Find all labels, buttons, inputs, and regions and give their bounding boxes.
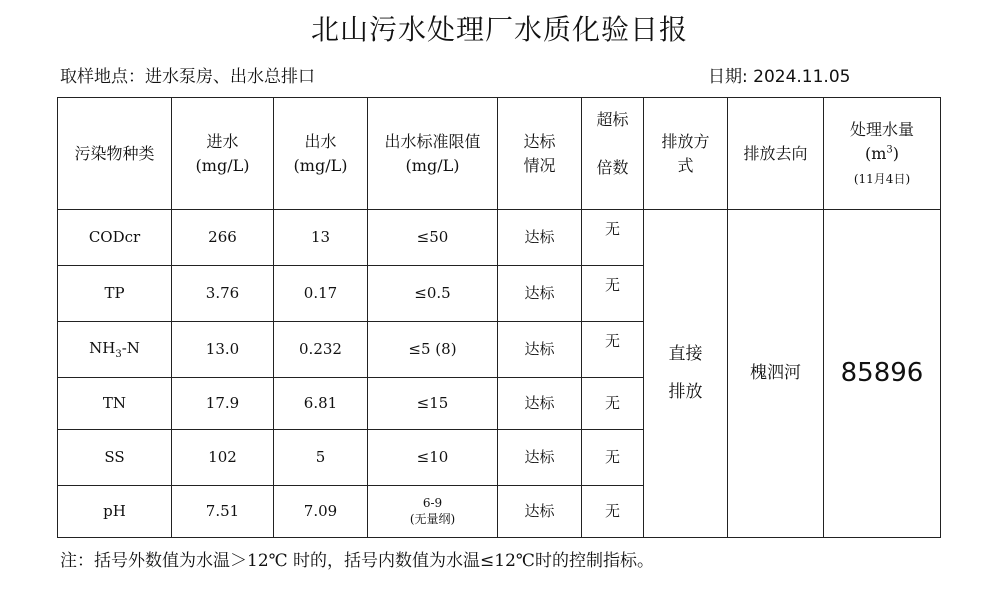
- header-row: [58, 98, 941, 210]
- pollutant-name: TN: [58, 378, 172, 430]
- header-pollutant: 污染物种类: [58, 98, 172, 210]
- limit-value: 6-9 (无量纲): [368, 486, 498, 538]
- treated-volume: 85896: [824, 210, 941, 538]
- status-value: 达标: [498, 210, 582, 266]
- outflow-value: 6.81: [274, 378, 368, 430]
- exceed-value: 无: [582, 378, 644, 430]
- limit-value: ≤15: [368, 378, 498, 430]
- table-row: [58, 210, 941, 266]
- inflow-value: 266: [172, 210, 274, 266]
- limit-value: ≤0.5: [368, 266, 498, 322]
- outflow-value: 13: [274, 210, 368, 266]
- status-value: 达标: [498, 486, 582, 538]
- status-value: 达标: [498, 266, 582, 322]
- header-limit: 出水标准限值 (mg/L): [368, 98, 498, 210]
- discharge-method: 直接 排放: [644, 210, 728, 538]
- exceed-value: 无: [582, 322, 644, 378]
- header-inflow: 进水 (mg/L): [172, 98, 274, 210]
- header-outflow: 出水 (mg/L): [274, 98, 368, 210]
- status-value: 达标: [498, 378, 582, 430]
- exceed-value: 无: [582, 266, 644, 322]
- header-discharge-dest: 排放去向: [728, 98, 824, 210]
- pollutant-name: $NH_3-N$: [58, 322, 172, 378]
- header-exceed: 超标 倍数: [582, 98, 644, 210]
- discharge-destination: 槐泗河: [728, 210, 824, 538]
- header-status: 达标 情况: [498, 98, 582, 210]
- exceed-value: 无: [582, 486, 644, 538]
- footnote: 注：括号外数值为水温＞12℃ 时的，括号内数值为水温≤12℃时的控制指标。: [60, 551, 654, 571]
- pollutant-name: TP: [58, 266, 172, 322]
- limit-value: ≤5 (8): [368, 322, 498, 378]
- exceed-value: 无: [582, 430, 644, 486]
- limit-value: ≤50: [368, 210, 498, 266]
- sampling-location: 取样地点：进水泵房、出水总排口: [60, 67, 315, 87]
- outflow-value: 5: [274, 430, 368, 486]
- header-volume: 处理水量 $(m^3)$ (11月4日): [824, 98, 941, 210]
- status-value: 达标: [498, 430, 582, 486]
- outflow-value: 0.232: [274, 322, 368, 378]
- outflow-value: 0.17: [274, 266, 368, 322]
- report-title: 北山污水处理厂水质化验日报: [310, 13, 688, 46]
- exceed-value: 无: [582, 210, 644, 266]
- status-value: 达标: [498, 322, 582, 378]
- limit-value: ≤10: [368, 430, 498, 486]
- inflow-value: 17.9: [172, 378, 274, 430]
- pollutant-name: SS: [58, 430, 172, 486]
- pollutant-name: pH: [58, 486, 172, 538]
- outflow-value: 7.09: [274, 486, 368, 538]
- inflow-value: 3.76: [172, 266, 274, 322]
- header-discharge-method: 排放方 式: [644, 98, 728, 210]
- report-date: 日期: 2024.11.05: [708, 67, 851, 87]
- water-quality-table: [57, 97, 941, 538]
- inflow-value: 7.51: [172, 486, 274, 538]
- inflow-value: 13.0: [172, 322, 274, 378]
- inflow-value: 102: [172, 430, 274, 486]
- pollutant-name: CODcr: [58, 210, 172, 266]
